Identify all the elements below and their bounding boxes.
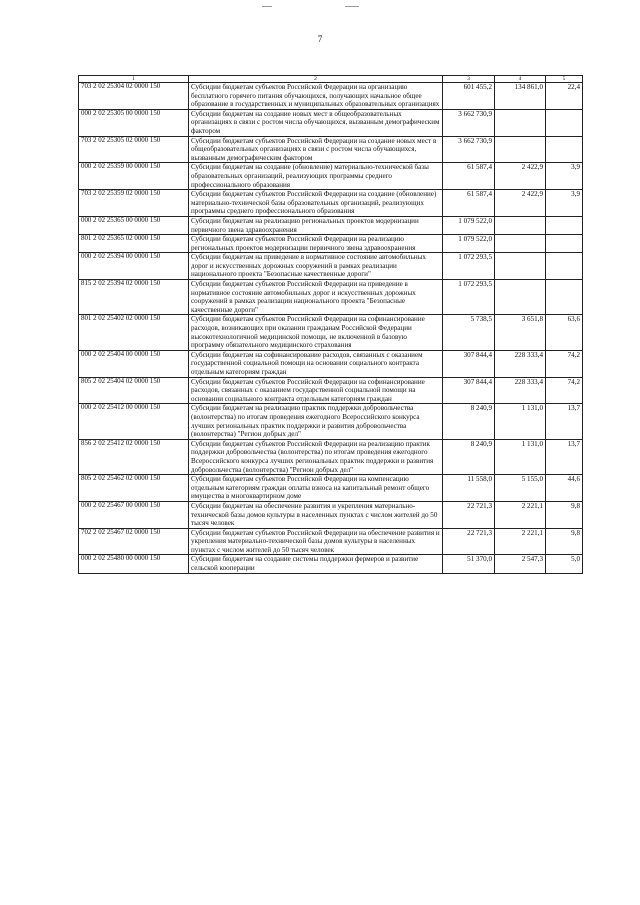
executed-amount-cell <box>495 216 546 234</box>
table-row <box>79 216 583 234</box>
column-header: 3 <box>443 76 495 83</box>
planned-amount-cell: 61 587,4 <box>443 190 495 217</box>
description-cell: Субсидии бюджетам субъектов Российской Федерации на обеспечение развития и укрепления материально-технической базы домов культуры в населенных пунктах с числом жителей до 50 тысяч человек <box>189 528 443 555</box>
execution-percent-cell: 13,7 <box>546 404 583 439</box>
budget-code-cell: 703 2 02 25359 02 0000 150 <box>79 190 189 217</box>
description-cell: Субсидии бюджетам субъектов Российской Федерации на приведение в нормативное состояние автомобильных дорог и искусственных дорожных сооружений в рамках реализации национального проекта "Безопасные качественные дороги" <box>189 280 443 315</box>
table-row <box>79 501 583 528</box>
budget-code-cell: 000 2 02 25305 00 0000 150 <box>79 109 189 136</box>
table-row <box>79 83 583 110</box>
execution-percent-cell <box>546 109 583 136</box>
planned-amount-cell: 22 721,3 <box>443 528 495 555</box>
executed-amount-cell <box>495 136 546 163</box>
executed-amount-cell <box>495 280 546 315</box>
execution-percent-cell <box>546 216 583 234</box>
header-row <box>79 76 583 83</box>
description-cell: Субсидии бюджетам на реализацию практик поддержки добровольчества (волонтерства) по итогам проведения ежегодного Всероссийского конкурса лучших региональных практик поддержки и развития добровольчества (волонтерства) "Регион добрых дел" <box>189 404 443 439</box>
planned-amount-cell: 307 844,4 <box>443 377 495 404</box>
description-cell: Субсидии бюджетам на обеспечение развития и укрепления материально-технической базы домов культуры в населенных пунктах с числом жителей до 50 тысяч человек <box>189 501 443 528</box>
planned-amount-cell: 61 587,4 <box>443 163 495 190</box>
scan-artifact <box>345 6 359 7</box>
planned-amount-cell: 8 240,9 <box>443 404 495 439</box>
description-cell: Субсидии бюджетам на создание (обновление) материально-технической базы образовательных организаций, реализующих программы среднего профессионального образования <box>189 163 443 190</box>
planned-amount-cell: 1 072 293,5 <box>443 280 495 315</box>
description-cell: Субсидии бюджетам на реализацию региональных проектов модернизации первичного звена здравоохранения <box>189 216 443 234</box>
table-row <box>79 528 583 555</box>
budget-code-cell: 702 2 02 25467 02 0000 150 <box>79 528 189 555</box>
budget-code-cell: 000 2 02 25394 00 0000 150 <box>79 253 189 280</box>
column-header: 4 <box>495 76 546 83</box>
budget-code-cell: 000 2 02 25480 00 0000 150 <box>79 555 189 573</box>
description-cell: Субсидии бюджетам субъектов Российской Федерации на софинансирование расходов, связанных с оказанием государственной социальной помощи на основании социального контракта отдельным категориям граждан <box>189 377 443 404</box>
budget-code-cell: 815 2 02 25394 02 0000 150 <box>79 280 189 315</box>
execution-percent-cell: 13,7 <box>546 439 583 474</box>
planned-amount-cell: 1 079 522,0 <box>443 235 495 253</box>
budget-code-cell: 703 2 02 25305 02 0000 150 <box>79 136 189 163</box>
executed-amount-cell: 3 651,8 <box>495 315 546 350</box>
execution-percent-cell: 3,9 <box>546 163 583 190</box>
description-cell: Субсидии бюджетам на софинансирование расходов, связанных с оказанием государственной социальной помощи на основании социального контракта отдельным категориям граждан <box>189 350 443 377</box>
budget-code-cell: 000 2 02 25365 00 0000 150 <box>79 216 189 234</box>
executed-amount-cell: 1 131,0 <box>495 439 546 474</box>
execution-percent-cell: 3,9 <box>546 190 583 217</box>
budget-code-cell: 000 2 02 25404 00 0000 150 <box>79 350 189 377</box>
column-header: 5 <box>546 76 583 83</box>
executed-amount-cell: 2 221,1 <box>495 501 546 528</box>
executed-amount-cell <box>495 109 546 136</box>
execution-percent-cell: 5,0 <box>546 555 583 573</box>
table-row <box>79 315 583 350</box>
table-row <box>79 475 583 502</box>
planned-amount-cell: 307 844,4 <box>443 350 495 377</box>
table-row <box>79 404 583 439</box>
planned-amount-cell: 1 079 522,0 <box>443 216 495 234</box>
description-cell: Субсидии бюджетам субъектов Российской Федерации на реализацию региональных проектов модернизации первичного звена здравоохранения <box>189 235 443 253</box>
scan-artifact <box>262 6 272 7</box>
executed-amount-cell: 2 422,9 <box>495 190 546 217</box>
description-cell: Субсидии бюджетам субъектов Российской Федерации на создание (обновление) материально-технической базы образовательных организаций, реализующих программы среднего профессионального образования <box>189 190 443 217</box>
planned-amount-cell: 1 072 293,5 <box>443 253 495 280</box>
execution-percent-cell: 44,6 <box>546 475 583 502</box>
page-number: 7 <box>317 34 323 44</box>
executed-amount-cell: 2 221,1 <box>495 528 546 555</box>
executed-amount-cell: 2 422,9 <box>495 163 546 190</box>
column-header: 2 <box>189 76 443 83</box>
execution-percent-cell: 63,6 <box>546 315 583 350</box>
execution-percent-cell: 9,8 <box>546 501 583 528</box>
executed-amount-cell: 134 861,0 <box>495 83 546 110</box>
description-cell: Субсидии бюджетам субъектов Российской Федерации на софинансирование расходов, возникающих при оказании гражданам Российской Федерации высокотехнологичной медицинской помощи, не включенной в базовую программу обязательного медицинского страхования <box>189 315 443 350</box>
executed-amount-cell: 2 547,3 <box>495 555 546 573</box>
description-cell: Субсидии бюджетам субъектов Российской Федерации на организацию бесплатного горячего питания обучающихся, получающих начальное общее образование в государственных и муниципальных образовательных организациях <box>189 83 443 110</box>
execution-percent-cell <box>546 253 583 280</box>
table-row <box>79 439 583 474</box>
planned-amount-cell: 11 558,0 <box>443 475 495 502</box>
budget-table <box>78 75 583 574</box>
budget-code-cell: 805 2 02 25404 02 0000 150 <box>79 377 189 404</box>
executed-amount-cell <box>495 253 546 280</box>
execution-percent-cell <box>546 136 583 163</box>
budget-code-cell: 000 2 02 25359 00 0000 150 <box>79 163 189 190</box>
table-row <box>79 190 583 217</box>
description-cell: Субсидии бюджетам на создание новых мест в общеобразовательных организациях в связи с ростом числа обучающихся, вызванным демографическим фактором <box>189 109 443 136</box>
description-cell: Субсидии бюджетам на приведение в нормативное состояние автомобильных дорог и искусственных дорожных сооружений в рамках реализации национального проекта "Безопасные качественные дороги" <box>189 253 443 280</box>
budget-code-cell: 801 2 02 25365 02 0000 150 <box>79 235 189 253</box>
execution-percent-cell: 9,8 <box>546 528 583 555</box>
planned-amount-cell: 22 721,3 <box>443 501 495 528</box>
description-cell: Субсидии бюджетам субъектов Российской Федерации на реализацию практик поддержки добровольчества (волонтерства) по итогам проведения ежегодного Всероссийского конкурса лучших региональных практик поддержки и развития добровольчества (волонтерства) "Регион добрых дел" <box>189 439 443 474</box>
execution-percent-cell: 74,2 <box>546 350 583 377</box>
planned-amount-cell: 3 662 730,9 <box>443 109 495 136</box>
execution-percent-cell <box>546 235 583 253</box>
description-cell: Субсидии бюджетам на создание системы поддержки фермеров и развитие сельской кооперации <box>189 555 443 573</box>
planned-amount-cell: 8 240,9 <box>443 439 495 474</box>
executed-amount-cell <box>495 235 546 253</box>
table-row <box>79 555 583 573</box>
planned-amount-cell: 3 662 730,9 <box>443 136 495 163</box>
execution-percent-cell: 74,2 <box>546 377 583 404</box>
table-row <box>79 377 583 404</box>
planned-amount-cell: 601 455,2 <box>443 83 495 110</box>
planned-amount-cell: 5 738,5 <box>443 315 495 350</box>
table-row <box>79 280 583 315</box>
column-header: 1 <box>79 76 189 83</box>
budget-code-cell: 000 2 02 25412 00 0000 150 <box>79 404 189 439</box>
budget-code-cell: 856 2 02 25412 02 0000 150 <box>79 439 189 474</box>
executed-amount-cell: 1 131,0 <box>495 404 546 439</box>
table-row <box>79 136 583 163</box>
planned-amount-cell: 51 370,0 <box>443 555 495 573</box>
budget-code-cell: 801 2 02 25402 02 0000 150 <box>79 315 189 350</box>
executed-amount-cell: 228 333,4 <box>495 350 546 377</box>
table-row <box>79 253 583 280</box>
table-row <box>79 235 583 253</box>
execution-percent-cell <box>546 280 583 315</box>
execution-percent-cell: 22,4 <box>546 83 583 110</box>
description-cell: Субсидии бюджетам субъектов Российской Федерации на создание новых мест в общеобразовательных организациях в связи с ростом числа обучающихся, вызванным демографическим фактором <box>189 136 443 163</box>
executed-amount-cell: 5 155,0 <box>495 475 546 502</box>
budget-code-cell: 000 2 02 25467 00 0000 150 <box>79 501 189 528</box>
executed-amount-cell: 228 333,4 <box>495 377 546 404</box>
description-cell: Субсидии бюджетам субъектов Российской Федерации на компенсацию отдельным категориям граждан оплаты взноса на капитальный ремонт общего имущества в многоквартирном доме <box>189 475 443 502</box>
table-row <box>79 350 583 377</box>
table-body <box>79 83 583 574</box>
table-row <box>79 109 583 136</box>
budget-code-cell: 805 2 02 25462 02 0000 150 <box>79 475 189 502</box>
table-row <box>79 163 583 190</box>
budget-code-cell: 703 2 02 25304 02 0000 150 <box>79 83 189 110</box>
